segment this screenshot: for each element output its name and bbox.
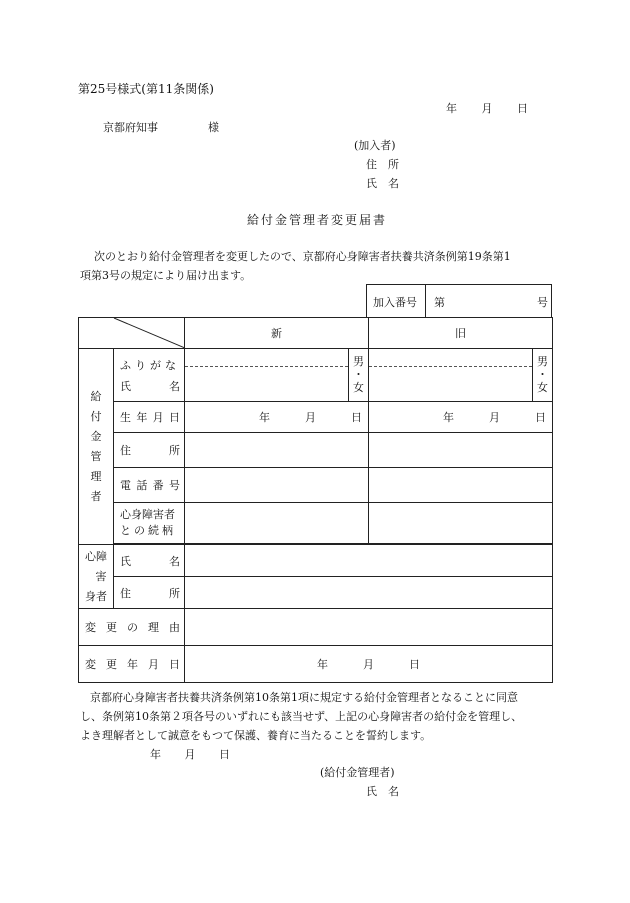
manager-change-table	[78, 317, 553, 683]
column-old: 旧	[369, 318, 553, 349]
date-day: 日	[517, 102, 528, 115]
column-new: 新	[185, 318, 369, 349]
membership-divider	[425, 285, 426, 318]
membership-suffix: 号	[537, 296, 548, 309]
disabled-address-label: 住 所	[114, 577, 185, 609]
address-label: 住 所	[114, 433, 185, 468]
reason-field[interactable]	[185, 609, 553, 646]
relation-row	[79, 503, 553, 544]
new-name-field[interactable]	[185, 349, 349, 402]
new-birth-field[interactable]: 年 月 日	[185, 402, 369, 433]
name-row	[79, 349, 553, 402]
relation-label: 心身障害者 との続柄	[114, 503, 185, 544]
date-month: 月	[481, 102, 493, 115]
applicant-address-label: 住 所	[366, 158, 399, 171]
applicant-label: (加入者)	[354, 139, 396, 152]
diagonal-header-cell	[79, 318, 185, 349]
disabled-name-field[interactable]	[185, 545, 553, 577]
new-relation-field[interactable]	[185, 503, 369, 544]
applicant-name-label: 氏 名	[366, 177, 399, 190]
birth-row	[79, 402, 553, 433]
new-furigana-field[interactable]	[185, 349, 348, 367]
addressee: 京都府知事	[103, 121, 158, 134]
reason-label: 変 更 の 理 由	[79, 609, 185, 646]
change-date-row	[79, 646, 553, 683]
pledge-line-3: よき理解者として誠意をもつて保護、養育に当たることを誓約します。	[80, 729, 432, 742]
old-birth-field[interactable]: 年 月 日	[369, 402, 553, 433]
pledge-date: 年 月 日	[150, 748, 230, 761]
disabled-name-row	[79, 545, 553, 577]
old-furigana-field[interactable]	[369, 349, 532, 367]
reason-row	[79, 609, 553, 646]
disabled-person-group-label: 心障 害 身者	[79, 545, 114, 609]
new-address-field[interactable]	[185, 433, 369, 468]
old-relation-field[interactable]	[369, 503, 553, 544]
membership-prefix: 第	[434, 296, 445, 309]
pledge-name-label: 氏 名	[366, 785, 399, 798]
form-number: 第25号様式(第11条関係)	[78, 82, 214, 96]
membership-number-box	[366, 284, 552, 317]
furigana-label: ふりがな	[120, 359, 180, 372]
diagonal-line	[79, 318, 185, 348]
phone-row	[79, 468, 553, 503]
date-year: 年	[446, 102, 457, 115]
change-date-field[interactable]: 年 月 日	[185, 646, 553, 683]
honorific: 様	[208, 121, 219, 134]
disabled-name-label: 氏 名	[114, 545, 185, 577]
header-date	[446, 100, 528, 116]
old-gender-field[interactable]: 男 ・ 女	[533, 349, 553, 402]
intro-line-2: 項第3号の規定により届け出ます。	[80, 269, 252, 282]
manager-group-label: 給 付 金 管 理 者	[79, 349, 114, 545]
old-address-field[interactable]	[369, 433, 553, 468]
membership-label: 加入番号	[373, 296, 417, 309]
change-date-label: 変 更 年 月 日	[79, 646, 185, 683]
pledge-line-2: し、条例第10条第２項各号のいずれにも該当せず、上記の心身障害者の給付金を管理し、	[80, 710, 523, 723]
address-row	[79, 433, 553, 468]
new-phone-field[interactable]	[185, 468, 369, 503]
birth-label: 生 年 月 日	[114, 402, 185, 433]
disabled-address-field[interactable]	[185, 577, 553, 609]
pledge-line-1: 京都府心身障害者扶養共済条例第10条第1項に規定する給付金管理者となることに同意	[90, 691, 518, 704]
document-title: 給付金管理者変更届書	[247, 213, 388, 227]
old-phone-field[interactable]	[369, 468, 553, 503]
pledge-manager-label: (給付金管理者)	[320, 766, 395, 779]
furigana-name-label	[114, 349, 185, 402]
old-name-field[interactable]	[369, 349, 533, 402]
new-gender-field[interactable]: 男 ・ 女	[349, 349, 369, 402]
name-label: 氏 名	[120, 380, 180, 393]
disabled-address-row	[79, 577, 553, 609]
header-row	[79, 318, 553, 349]
phone-label: 電 話 番 号	[114, 468, 185, 503]
intro-line-1: 次のとおり給付金管理者を変更したので、京都府心身障害者扶養共済条例第19条第1	[94, 250, 511, 263]
